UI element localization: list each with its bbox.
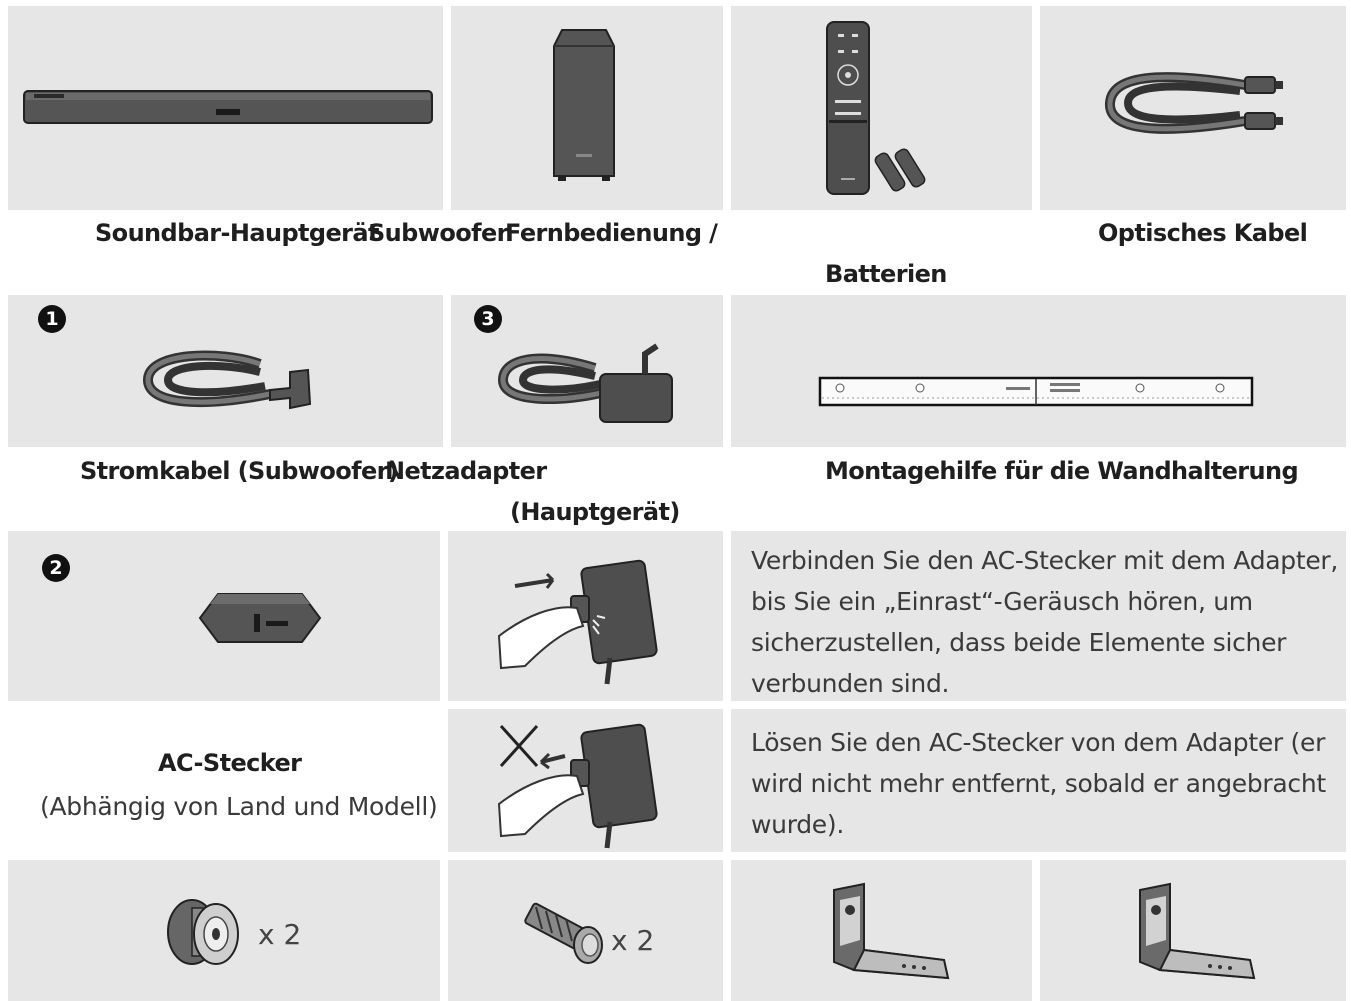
remote-label-line2: Batterien bbox=[825, 260, 947, 288]
connect-line-1: Verbinden Sie den AC-Stecker mit dem Adapter, bbox=[751, 546, 1339, 575]
left-bracket-icon bbox=[824, 880, 954, 985]
holder-quantity: x 2 bbox=[258, 918, 302, 951]
ac-plug-note: (Abhängig von Land und Modell) bbox=[40, 792, 438, 821]
ac-plug-icon bbox=[198, 588, 324, 648]
right-bracket-icon bbox=[1130, 880, 1260, 985]
adapter-label-line2: (Hauptgerät) bbox=[510, 498, 680, 526]
connect-instructions bbox=[751, 540, 1338, 704]
detach-plug-icon bbox=[495, 722, 675, 850]
soundbar-icon bbox=[20, 85, 435, 130]
wall-mount-guide-label: Montagehilfe für die Wandhalterung bbox=[825, 457, 1299, 485]
connect-line-2: bis Sie ein „Einrast“-Geräusch hören, um bbox=[751, 587, 1253, 616]
badge-one: 1 bbox=[38, 305, 66, 333]
connect-plug-icon bbox=[495, 556, 675, 686]
wall-mount-guide-icon bbox=[818, 376, 1254, 408]
screw-quantity: x 2 bbox=[611, 924, 655, 957]
power-adapter-icon bbox=[495, 340, 685, 430]
badge-two: 2 bbox=[42, 554, 70, 582]
remote-label-line1: Fernbedienung / bbox=[505, 219, 718, 247]
power-cable-label: Stromkabel (Subwoofer) bbox=[80, 457, 399, 485]
connect-line-4: verbunden sind. bbox=[751, 669, 950, 698]
detach-instructions bbox=[751, 722, 1326, 845]
power-cable-icon bbox=[140, 342, 320, 422]
connect-line-3: sicherzustellen, dass beide Elemente sicher bbox=[751, 628, 1287, 657]
detach-line-2: wird nicht mehr entfernt, sobald er angebracht bbox=[751, 769, 1326, 798]
screw-icon bbox=[520, 895, 610, 970]
subwoofer-icon bbox=[548, 26, 620, 186]
holder-screw-icon bbox=[158, 892, 248, 972]
ac-plug-label: AC-Stecker bbox=[158, 749, 302, 777]
adapter-label-line1: Netzadapter bbox=[385, 457, 547, 485]
detach-line-3: wurde). bbox=[751, 810, 844, 839]
detach-line-1: Lösen Sie den AC-Stecker von dem Adapter (er bbox=[751, 728, 1326, 757]
subwoofer-label: Subwoofer bbox=[368, 219, 508, 247]
badge-three: 3 bbox=[474, 305, 502, 333]
optical-cable-label: Optisches Kabel bbox=[1098, 219, 1308, 247]
wall-mount-guide-panel bbox=[731, 295, 1346, 447]
optical-cable-icon bbox=[1100, 65, 1290, 145]
remote-control-icon bbox=[825, 20, 940, 198]
soundbar-label: Soundbar-Hauptgerät bbox=[95, 219, 379, 247]
